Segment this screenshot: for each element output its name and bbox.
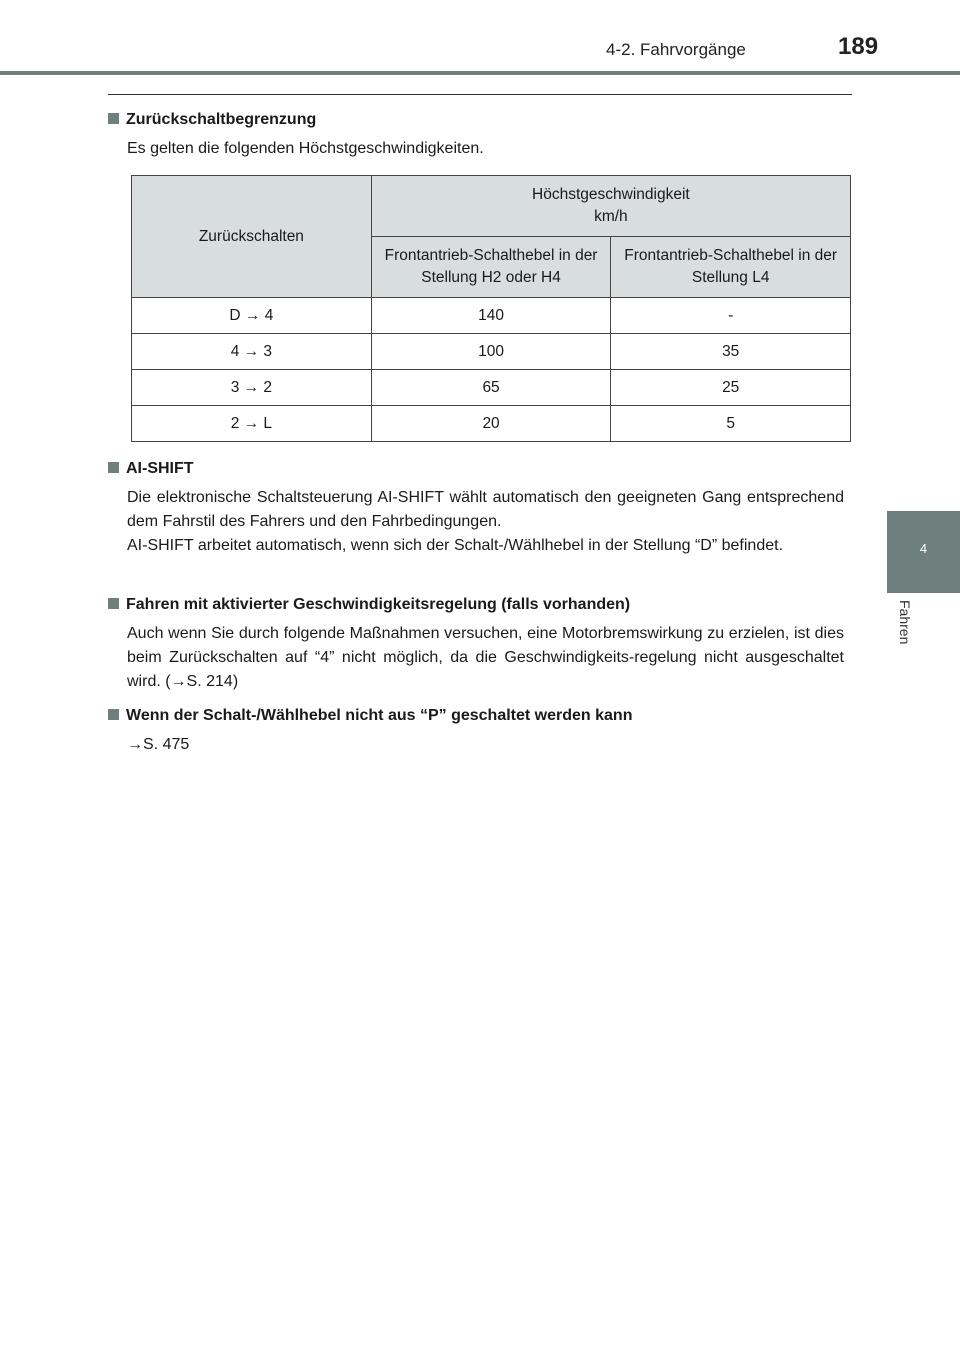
intro-text: Es gelten die folgenden Höchstgeschwindigkeiten. — [127, 140, 484, 157]
chapter-number: 4 — [919, 541, 928, 556]
square-bullet-icon — [108, 113, 119, 124]
table-row — [132, 406, 851, 442]
header-rule — [0, 71, 960, 75]
ai-shift-text: Die elektronische Schaltsteuerung AI-SHIFT wählt automatisch den geeigneten Gang entsprechend dem Fahrstil des Fahrers und den Fahrbedingungen. AI-SHIFT arbeitet automatisch, wenn sich der Schalt-/Wählhebel in der Stellung “D” befindet. — [127, 489, 844, 554]
heading-shift-lock: Wenn der Schalt-/Wählhebel nicht aus “P” geschaltet werden kann — [108, 707, 632, 725]
heading-ai-shift: AI-SHIFT — [108, 460, 194, 478]
heading-downshift-limit: Zurückschaltbegrenzung — [108, 111, 316, 129]
speed-table — [131, 175, 851, 442]
square-bullet-icon — [108, 462, 119, 473]
header-h2-h4: Frontantrieb-Schalthebel in der Stellung H2 oder H4 — [371, 237, 611, 298]
table-row — [132, 370, 851, 406]
content-top-rule — [108, 94, 852, 95]
cell-l4: 35 — [611, 334, 851, 370]
heading-cruise-control: Fahren mit aktivierter Geschwindigkeitsregelung (falls vorhanden) — [108, 596, 630, 614]
square-bullet-icon — [108, 598, 119, 609]
cell-l4: 25 — [611, 370, 851, 406]
cruise-control-text: Auch wenn Sie durch folgende Maßnahmen versuchen, eine Motorbremswirkung zu erzielen, ist dies beim Zurückschalten auf “4” nicht möglich, da die Geschwindigkeits-regelung nicht ausgeschaltet wird. (→S. 214) — [127, 625, 844, 690]
cell-h2h4: 65 — [371, 370, 611, 406]
cell-h2h4: 100 — [371, 334, 611, 370]
cell-h2h4: 20 — [371, 406, 611, 442]
section-title: 4-2. Fahrvorgänge — [606, 40, 746, 59]
header-max-speed: Höchstgeschwindigkeit km/h — [371, 176, 850, 237]
chapter-label — [893, 600, 933, 670]
cell-l4: 5 — [611, 406, 851, 442]
cell-shift: 2 → L — [132, 406, 372, 442]
chapter-label-text: Fahren — [897, 600, 913, 645]
table-row — [132, 334, 851, 370]
page-header — [0, 0, 960, 80]
cell-l4: - — [611, 298, 851, 334]
square-bullet-icon — [108, 709, 119, 720]
shift-lock-ref — [127, 733, 844, 757]
header-downshift: Zurückschalten — [132, 176, 372, 298]
cell-shift: D → 4 — [132, 298, 372, 334]
table-row — [132, 298, 851, 334]
cell-shift: 4 → 3 — [132, 334, 372, 370]
page-number: 189 — [838, 33, 879, 60]
cell-shift: 3 → 2 — [132, 370, 372, 406]
page-reference-link[interactable]: →S. 475 — [127, 736, 190, 753]
chapter-tab — [887, 511, 960, 593]
cell-h2h4: 140 — [371, 298, 611, 334]
header-l4: Frontantrieb-Schalthebel in der Stellung L4 — [611, 237, 851, 298]
